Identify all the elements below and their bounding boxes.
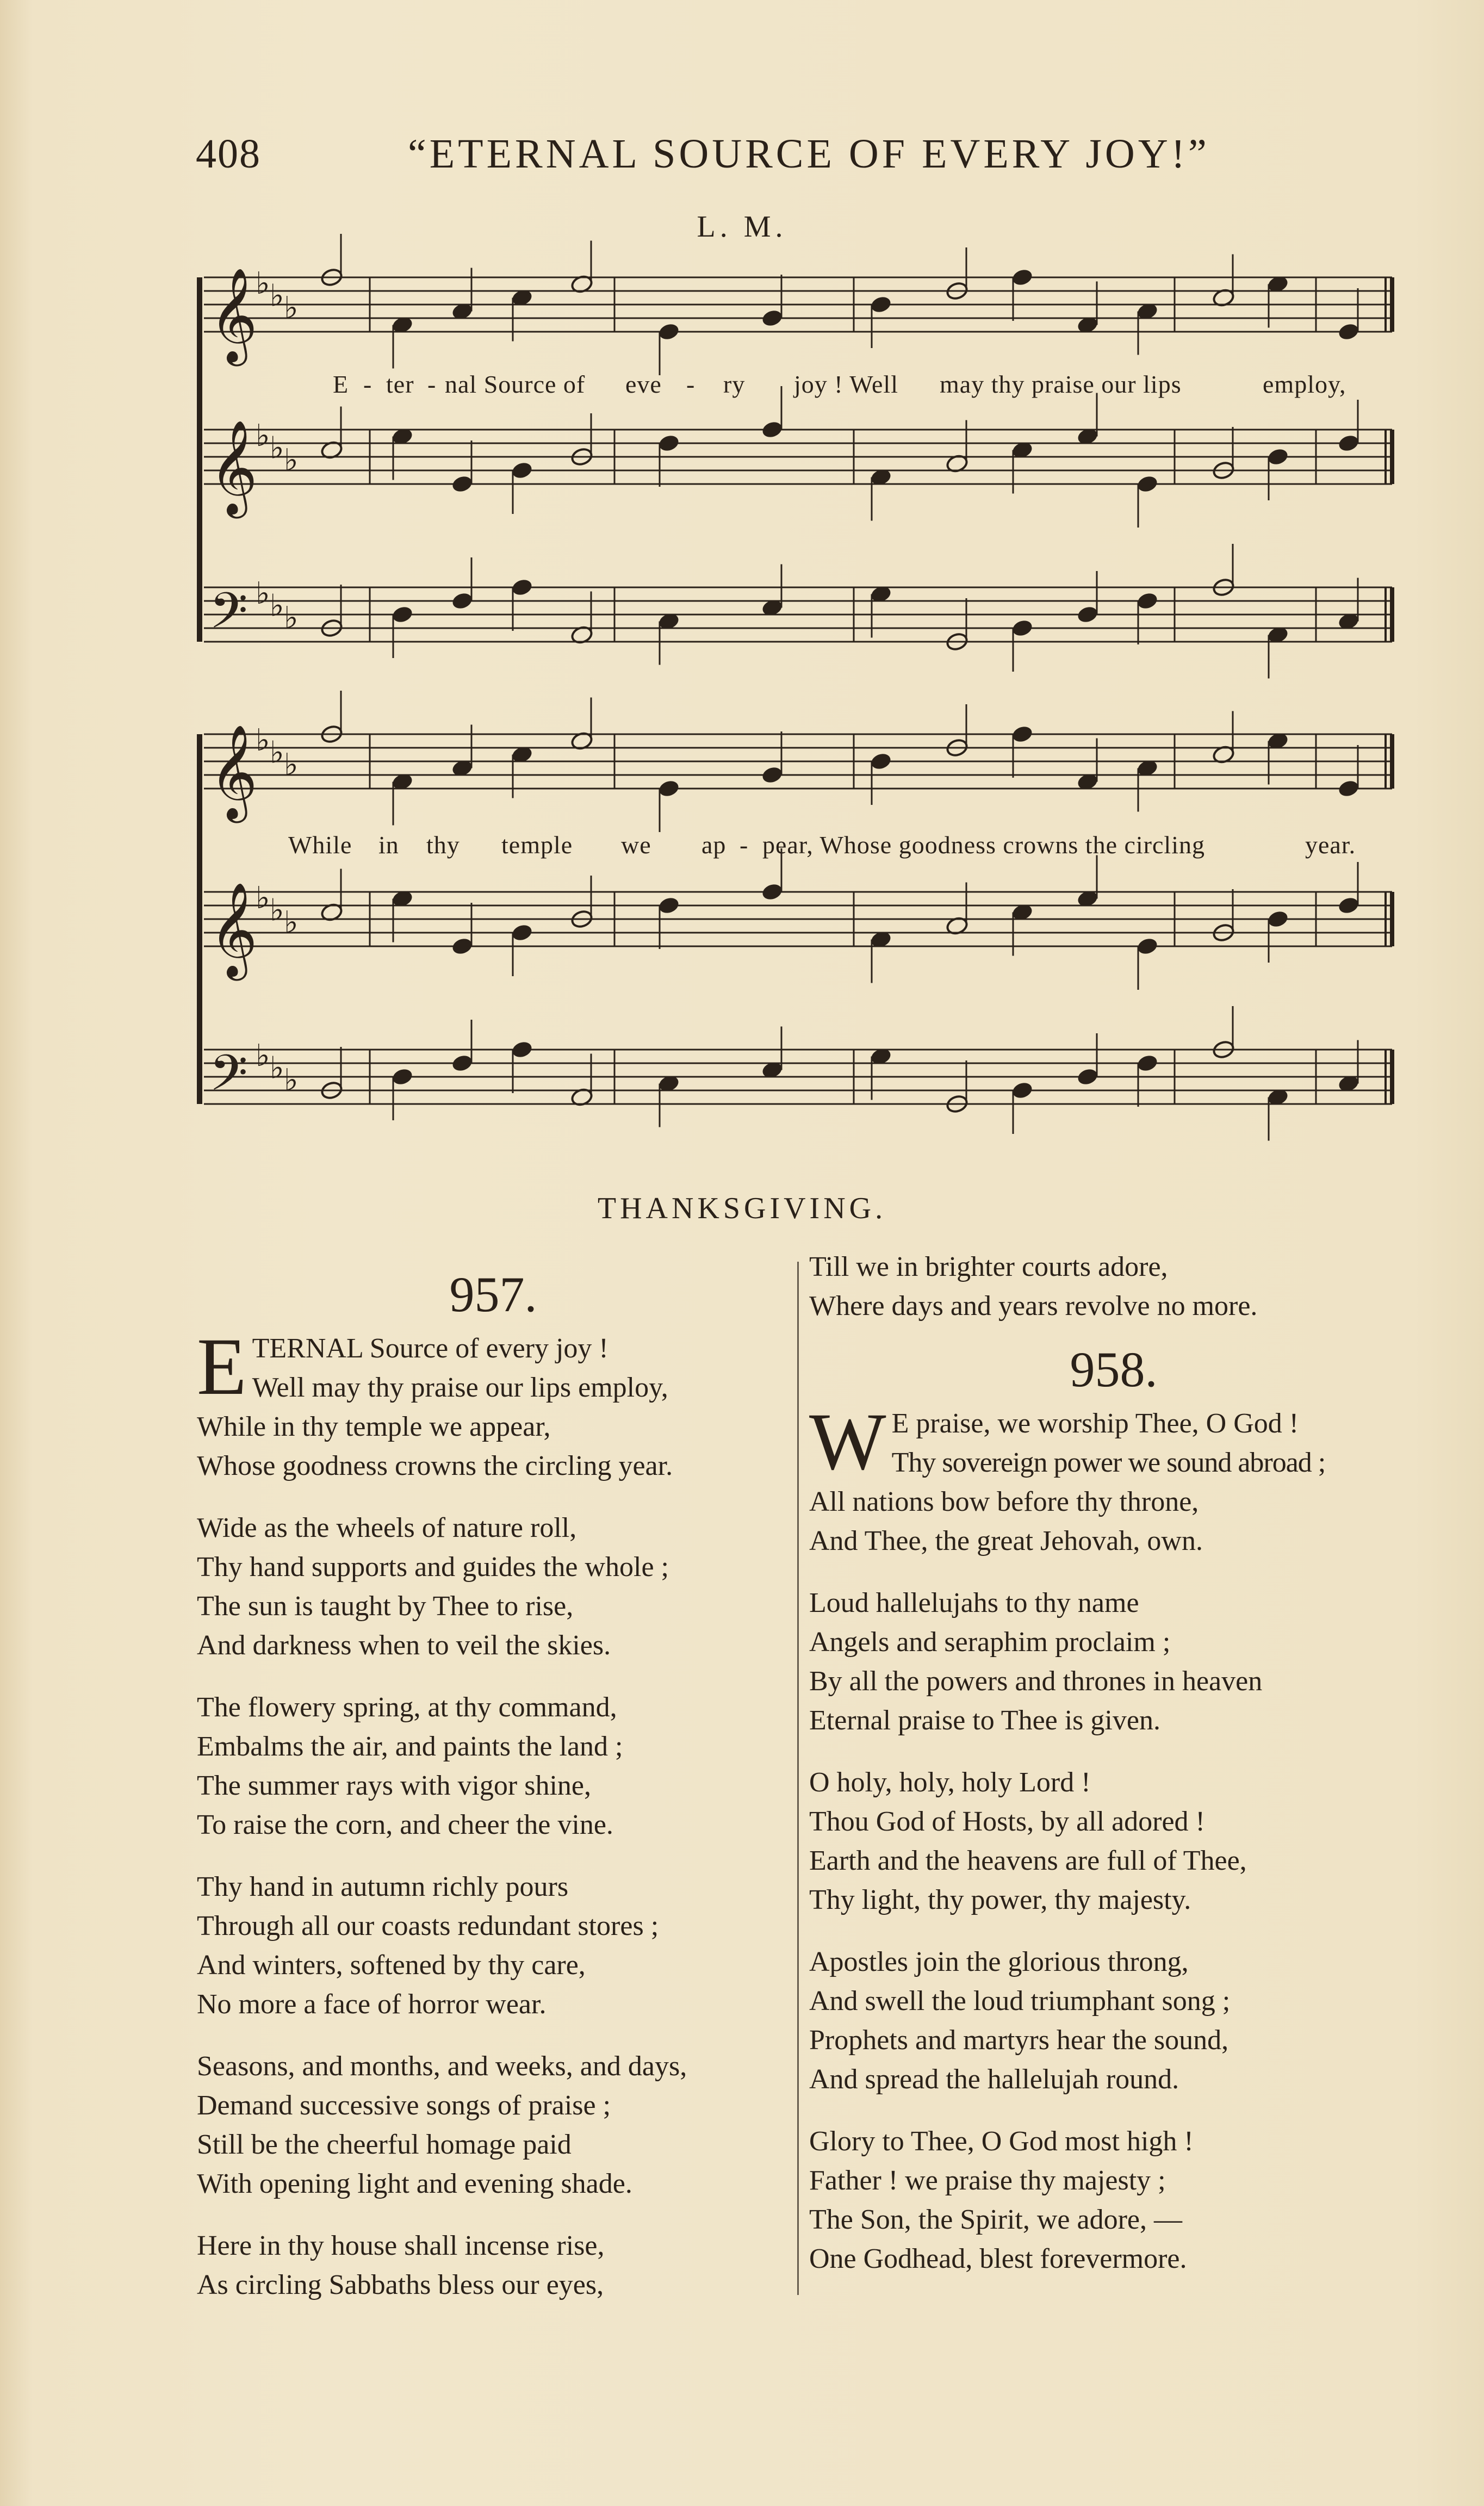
note-head (761, 765, 784, 785)
lyric-syllable: - (363, 370, 372, 398)
note-head (1337, 779, 1361, 799)
stanza (197, 1322, 790, 1486)
verse-line: The summer rays with vigor shine, (197, 1770, 591, 1801)
stanza (809, 2122, 1418, 2279)
stanza (197, 2226, 790, 2305)
note-head (1076, 605, 1100, 625)
lyric-syllable: we (621, 831, 651, 859)
verse-line: The flowery spring, at thy command, (197, 1692, 617, 1723)
verse-line: And winters, softened by thy care, (197, 1950, 586, 1981)
lyric-syllable: eve (625, 370, 662, 398)
verse-line: Demand successive songs of praise ; (197, 2090, 611, 2121)
lyric-syllable: While (288, 831, 352, 859)
flat-icon: ♭ (284, 290, 299, 326)
note-head (1136, 474, 1159, 494)
note-head (451, 1053, 474, 1074)
verse-line: Where days and years revolve no more. (809, 1291, 1258, 1322)
lyric-syllable: - (686, 370, 696, 398)
verse-line: Through all our coasts redundant stores ; (197, 1910, 659, 1941)
lyric-syllable: E (333, 370, 349, 398)
note-head (1266, 447, 1290, 467)
stanza-continuation (809, 1248, 1418, 1326)
note-head (391, 605, 414, 625)
note-head (511, 1040, 534, 1060)
treble-clef-icon: 𝄞 (209, 268, 258, 362)
flat-icon: ♭ (284, 1063, 299, 1098)
note-head (870, 752, 893, 772)
verse-line: With opening light and evening shade. (197, 2168, 632, 2199)
bass-clef-icon: 𝄢 (209, 1044, 248, 1114)
verse-line: TERNAL Source of every joy ! (252, 1333, 608, 1364)
lyric-syllable: temple (501, 831, 573, 859)
lyric-syllable: in (378, 831, 399, 859)
verse-line: Prophets and martyrs hear the sound, (809, 2025, 1229, 2056)
note-head (1011, 268, 1034, 288)
stanza (197, 1868, 790, 2024)
section-title: THANKSGIVING. (597, 1192, 887, 1225)
note-head (1011, 724, 1034, 745)
flat-icon: ♭ (270, 1050, 284, 1086)
verse-line: Whose goodness crowns the circling year. (197, 1450, 673, 1481)
verse-line: Well may thy praise our lips employ, (252, 1372, 668, 1403)
flat-icon: ♭ (256, 723, 270, 758)
verse-line: Thy hand in autumn richly pours (197, 1871, 569, 1902)
verse-line: One Godhead, blest forevermore. (809, 2243, 1187, 2274)
drop-cap: W (809, 1397, 886, 1487)
lyric-syllable: thy (426, 831, 460, 859)
note-head (1337, 322, 1361, 342)
verse-line: Here in thy house shall incense rise, (197, 2230, 605, 2261)
flat-icon: ♭ (284, 443, 299, 478)
left-column (197, 1251, 790, 2328)
verse-line: Earth and the heavens are full of Thee, (809, 1845, 1247, 1876)
flat-icon: ♭ (270, 430, 284, 466)
verse-line: The sun is taught by Thee to rise, (197, 1591, 574, 1622)
treble-clef-icon: 𝄞 (209, 882, 258, 977)
flat-icon: ♭ (256, 880, 270, 916)
verse-line: No more a face of horror wear. (197, 1989, 547, 2020)
note-head (1337, 433, 1361, 454)
note-head (451, 591, 474, 611)
drop-cap: E (197, 1322, 247, 1412)
verse-line: Wide as the wheels of nature roll, (197, 1512, 577, 1543)
treble-clef-icon: 𝄞 (209, 724, 258, 819)
stanza (809, 1763, 1418, 1920)
note-head (391, 1067, 414, 1087)
lyric-syllable: - (740, 831, 749, 859)
lyric-syllable: pear, Whose goodness crowns the circling (762, 831, 1205, 859)
hymn-number: 958. (1070, 1342, 1158, 1397)
verse-line: Till we in brighter courts adore, (809, 1251, 1168, 1282)
note-head (761, 882, 784, 902)
running-title: “ETERNAL SOURCE OF EVERY JOY!” (408, 131, 1210, 177)
note-head (1266, 909, 1290, 929)
verse-line: All nations bow before thy throne, (809, 1486, 1199, 1517)
verse-line: Loud hallelujahs to thy name (809, 1587, 1139, 1618)
lyric-syllable: joy ! Well (794, 370, 898, 398)
flat-icon: ♭ (256, 1038, 270, 1074)
verse-line: O holy, holy, holy Lord ! (809, 1767, 1091, 1798)
note-head (657, 896, 681, 916)
flat-icon: ♭ (270, 892, 284, 928)
note-head (451, 936, 474, 957)
flat-icon: ♭ (256, 418, 270, 454)
verse-line: While in thy temple we appear, (197, 1411, 551, 1442)
note-head (870, 295, 893, 315)
stanza (809, 1584, 1418, 1740)
meter-label: L. M. (697, 210, 787, 244)
stanza (197, 1688, 790, 1845)
verse-line: Father ! we praise thy majesty ; (809, 2165, 1166, 2196)
note-head (1011, 618, 1034, 638)
stanza (197, 1509, 790, 1665)
verse-line: And spread the hallelujah round. (809, 2064, 1179, 2095)
verse-line: And swell the loud triumphant song ; (809, 1986, 1231, 2017)
verse-line: Thy sovereign power we sound abroad ; (891, 1447, 1326, 1478)
hymn-number: 957. (449, 1267, 537, 1322)
page-number: 408 (196, 131, 261, 177)
flat-icon: ♭ (270, 278, 284, 314)
bass-clef-icon: 𝄢 (209, 582, 248, 652)
verse-line: Thy light, thy power, thy majesty. (809, 1884, 1191, 1915)
lyric-syllable: ter (386, 370, 414, 398)
lyric-syllable: ry (723, 370, 746, 398)
flat-icon: ♭ (270, 588, 284, 624)
flat-icon: ♭ (284, 600, 299, 636)
verse-line: Still be the cheerful homage paid (197, 2129, 572, 2160)
lyric-syllable: - (427, 370, 437, 398)
note-head (1011, 1081, 1034, 1101)
verse-line: Angels and seraphim proclaim ; (809, 1627, 1171, 1658)
note-head (761, 308, 784, 328)
lyric-syllable: ap (701, 831, 727, 859)
verse-line: Seasons, and months, and weeks, and days, (197, 2051, 687, 2082)
column-divider (797, 1262, 799, 2295)
verse-line: Eternal praise to Thee is given. (809, 1705, 1160, 1736)
right-column (809, 1251, 1418, 2302)
note-head (511, 578, 534, 598)
note-head (451, 474, 474, 494)
flat-icon: ♭ (284, 905, 299, 940)
stanza (809, 1397, 1418, 1561)
flat-icon: ♭ (256, 576, 270, 611)
note-head (1136, 591, 1159, 611)
note-head (1136, 936, 1159, 957)
note-head (1136, 1053, 1159, 1074)
lyric-syllable: nal Source of (445, 370, 586, 398)
note-head (1076, 1067, 1100, 1087)
verse-line: By all the powers and thrones in heaven (809, 1666, 1263, 1697)
verse-line: And Thee, the great Jehovah, own. (809, 1525, 1203, 1556)
lyric-syllable: may thy praise our lips (940, 370, 1182, 398)
note-head (657, 322, 681, 342)
verse-line: E praise, we worship Thee, O God ! (891, 1408, 1299, 1439)
note-head (1337, 896, 1361, 916)
verse-line: Glory to Thee, O God most high ! (809, 2126, 1194, 2157)
stanza (809, 1943, 1418, 2099)
stanza (197, 2047, 790, 2204)
lyric-syllable: year. (1305, 831, 1356, 859)
note-head (657, 433, 681, 454)
verse-line: The Son, the Spirit, we adore, — (809, 2204, 1182, 2235)
flat-icon: ♭ (284, 747, 299, 783)
note-head (511, 923, 534, 943)
verse-line: Apostles join the glorious throng, (809, 1946, 1189, 1977)
verse-line: As circling Sabbaths bless our eyes, (197, 2269, 604, 2300)
verse-line: And darkness when to veil the skies. (197, 1630, 611, 1661)
verse-line: Thy hand supports and guides the whole ; (197, 1552, 669, 1583)
treble-clef-icon: 𝄞 (209, 420, 258, 514)
note-head (657, 779, 681, 799)
verse-line: Thou God of Hosts, by all adored ! (809, 1806, 1205, 1837)
music-score (0, 0, 1484, 1169)
flat-icon: ♭ (256, 266, 270, 301)
verse-line: Embalms the air, and paints the land ; (197, 1731, 623, 1762)
verse-line: To raise the corn, and cheer the vine. (197, 1809, 613, 1840)
flat-icon: ♭ (270, 735, 284, 771)
lyric-syllable: employ, (1263, 370, 1346, 398)
note-head (761, 420, 784, 440)
note-head (511, 461, 534, 481)
